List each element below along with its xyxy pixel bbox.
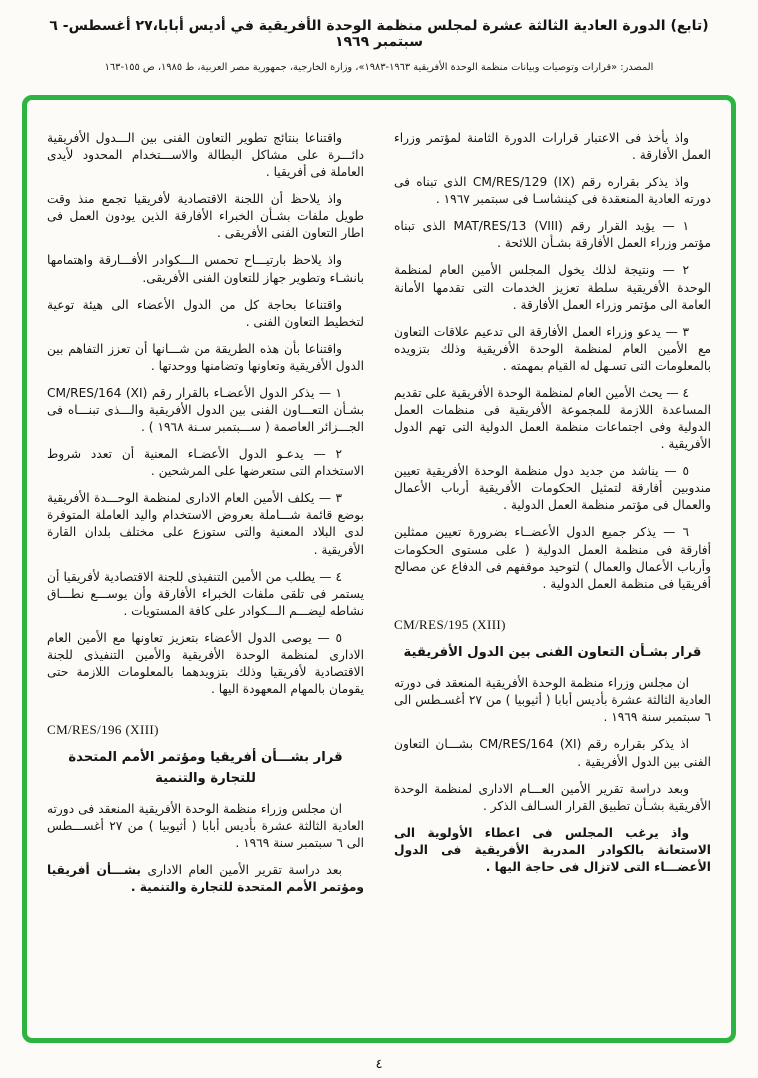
column-left [47,130,364,1026]
source-line: المصدر: «قرارات وتوصيات وبيانات منظمة الوحدة الأفريقية ١٩٦٣-١٩٨٣»، وزارة الخارجية، جمهورية مصر العربية، ط ١٩٨٥، ص ١٥٥-١٦٣ [104,62,654,73]
paragraph: ٣ — يكلف الأمين العام الادارى لمنظمة الوحـــدة الأفريقية بوضع قائمة شـــاملة بعروض الاستخدام واليد العاملة المتوفرة لدى البلاد المعنية والتى ستوزع على مختلف بلدان القارة الأفريقية . [47,491,364,557]
paragraph: واذ يلاحظ أن اللجنة الاقتصادية لأفريقيا تجمع منذ وقت طويل ملفات بشـأن الخبراء الأفارقة الذين يودون العمل فى اطار التعاون الفنى الأفريقى . [47,192,364,241]
paragraph: واذ يذكر بقراره رقم CM/RES/129 (IX) الذى تبناه فى دورته العادية المنعقدة فى كينشاسـا فى سبتمبر ١٩٦٧ . [394,175,711,207]
resolution-code: CM/RES/196 (XIII) [47,722,159,738]
page-number: ٤ [375,1057,383,1072]
paragraph: ٥ — يوصى الدول الأعضاء بتعزيز تعاونها مع الأمين العام الادارى لمنظمة الوحدة الأفريقية والأمين التنفيذى للجنة الاقتصادية لأفريقيا وذلك بتزويدهما بالمعلومات اللازمة حتى يقومان بالمهام المعهودة اليها . [47,630,364,697]
paragraph: ٤ — يحث الأمين العام لمنظمة الوحدة الأفريقية على تقديم المساعدة اللازمة للمجموعة الأفريقية فى منظمات العمل الدولية وفى اجتماعات منظمة العمل الدولية التى تهم الدول الأفريقية . [394,385,711,452]
paragraph: ٢ — ونتيجة لذلك يخول المجلس الأمين العام لمنظمة الوحدة الأفريقية سلطة تعزيز الخدمات التى تقدمها الأمانة العامة الى مؤتمر وزراء العمل الأفارقة . [394,263,711,312]
resolution-title: قرار بشـأن التعاون الفنى بين الدول الأفريقية [403,644,702,660]
paragraph: ٥ — يناشد من جديد دول منظمة الوحدة الأفريقية تعيين مندوبين أفارقة لتمثيل الحكومات الأفريقية أرباب الأعمال والعمال فى مؤتمر منظمة العمل الدولية . [394,464,711,513]
resolution-title: قرار بشـــأن أفريقيا ومؤتمر الأمم المتحدة للتجارة والتنمية [68,750,343,786]
resolution-code: CM/RES/195 (XIII) [394,616,506,632]
paragraph: ان مجلس وزراء منظمة الوحدة الأفريقية المنعقد فى دورته العادية الثالثة عشرة بأديس أبابا ( أثيوبيا ) من ٢٧ أغســـطس الى ٦ سبتمبر سنة ١٩٦٩ . [47,802,364,851]
paragraph: واذ يرغب المجلس فى اعطاء الأولوية الى الاستعانة بالكوادر المدربة الأفريقية فى الدول الأعضـــاء التى لاتزال فى حاجة اليها . [394,825,711,874]
paragraph [47,862,364,896]
paragraph: واذ يلاحظ بارتيـــاح تحمس الـــكوادر الأفـــارقة واهتمامها بانشـاء وتطوير جهاز للتعاون الفنى الأفريقى. [47,253,364,285]
content-frame [22,95,736,1043]
paragraph: ١ — يذكر الدول الأعضـاء بالقرار رقم CM/RES/164 (XI) بشـأن التعـــاون الفنى بين الدول الأفريقية والـــذى تبنـــاه فى الجـــزائر العاصمة ( ســـبتمبر سـنة ١٩٦٨ ) . [47,385,364,435]
document-title: (تابع) الدورة العادية الثالثة عشرة لمجلس منظمة الوحدة الأفريقية في أديس أبابا،٢٧ أغسطس- ٦ سبتمبر ١٩٦٩ [49,18,709,50]
page-header [28,18,730,73]
paragraph: ٤ — يطلب من الأمين التنفيذى للجنة الاقتصادية لأفريقيا أن يستمر فى تلقى ملفات الخبراء الأفارقة وأن يوســـع نطـــاق نشاطه ليضـــم الـــكوادر على كافة المستويات . [47,569,364,618]
paragraph: ٦ — يذكر جميع الدول الأعضــاء بضرورة تعيين ممثلين أفارقة فى منظمة العمل الدولية ( على مستوى الحكومات وأرباب الأعمال والعمال ) لتوحيد موقفهم فى الدفاع عن مصالح أفريقيا فى منظمة العمل الدولية . [394,525,711,591]
paragraph: واقتناعا بحاجة كل من الدول الأعضاء الى هيئة توعية لتخطيط التعاون الفنى . [47,297,364,329]
text-run: بشـــأن أفريقيا ومؤتمر الأمم المتحدة للتجارة والتنمية . [47,863,364,895]
paragraph: واقتناعا بنتائج تطوير التعاون الفنى بين الـــدول الأفريقية دائـــرة على مشاكل البطالة والاســـتخدام المحدود لأيدى العاملة فى أفريقيا . [47,131,364,180]
paragraph: ١ — يؤيد القرار رقم MAT/RES/13 (VIII) الذى تبناه مؤتمر وزراء العمل الأفارقة بشـأن اللائحة . [394,219,711,251]
paragraph: اذ يذكر بقراره رقم CM/RES/164 (XI) بشـــان التعاون الفنى بين الدول الأفريقية . [394,737,711,769]
column-right [394,130,711,1026]
paragraph: ٢ — يدعـو الدول الأعضـاء المعنية أن تعدد شروط الاستخدام التى ستعرضها على المرشحين . [47,447,364,479]
columns [47,130,711,1026]
paragraph: واذ يأخذ فى الاعتبار قرارات الدورة الثامنة لمؤتمر وزراء العمل الأفارقة . [394,131,711,163]
paragraph: ٣ — يدعو وزراء العمل الأفارقة الى تدعيم علاقات التعاون مع الأمين العام لمنظمة الوحدة الأفريقية وذلك بتزويده بالمعلومات التى تسـهل له القيام بمهمته . [394,324,711,373]
paragraph: وبعد دراسة تقرير الأمين العـــام الادارى لمنظمة الوحدة الأفريقية بشـأن تطبيق القرار السـالف الذكر . [394,781,711,813]
paragraph: واقتناعا بأن هذه الطريقة من شـــانها أن تعزز التفاهم بين الدول الأفريقية وتعاونها وتضامنها ووحدتها . [47,341,364,373]
paragraph: ان مجلس وزراء منظمة الوحدة الأفريقية المنعقد فى دورته العادية الثالثة عشرة بأديس أبابا ( أثيوبيا ) من ٢٧ أغسـطس الى ٦ سبتمبر سنة ١٩٦٩ . [394,676,711,725]
text-run: بعد دراسة تقرير الأمين العام الادارى [140,863,343,878]
